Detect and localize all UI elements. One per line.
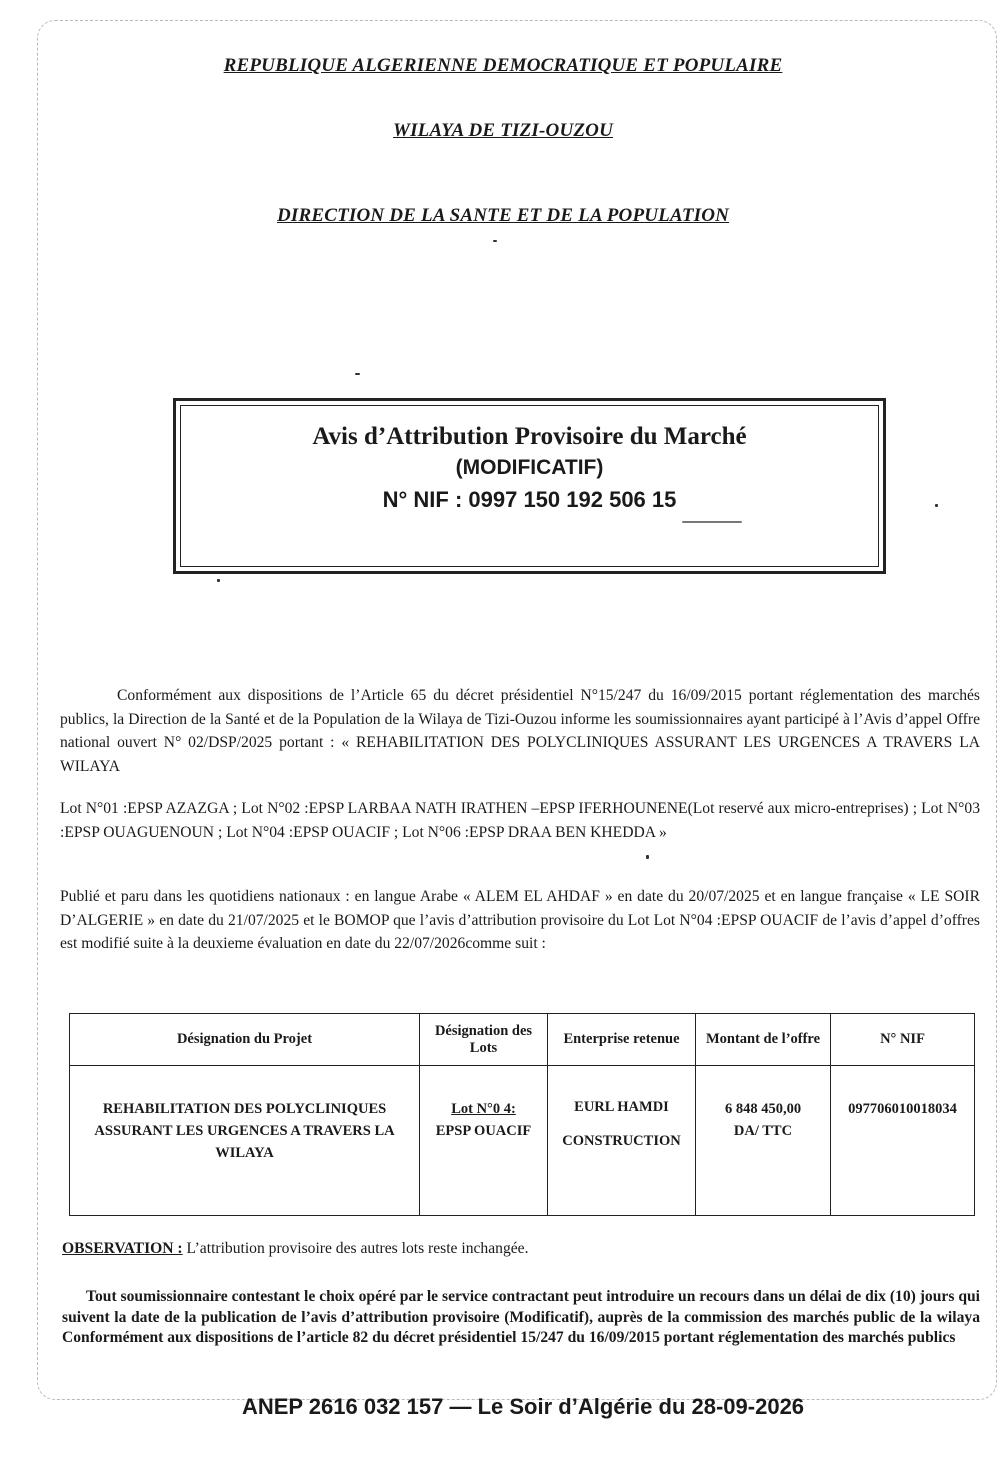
scan-speck bbox=[493, 240, 497, 242]
notice-nif: N° NIF : 0997 150 192 506 15 bbox=[382, 487, 677, 512]
notice-title-box bbox=[173, 398, 886, 574]
paragraph-publication: Publié et paru dans les quotidiens nationaux : en langue Arabe « ALEM EL AHDAF » en date du 20/07/2025 et en langue française « LE SOIR D’ALGERIE » en date du 21/07/2025 et le BOMOP que l’avis d’attribution provisoire du Lot Lot N°04 :EPSP OUACIF de l’avis d’appel d’offres est modifié suite à la deuxieme évaluation en date du 22/07/2026comme suit : bbox=[60, 888, 980, 952]
cell-lot-name: EPSP OUACIF bbox=[435, 1123, 532, 1139]
cell-lot bbox=[420, 1066, 548, 1216]
observation bbox=[62, 1240, 528, 1258]
scan-speck bbox=[217, 579, 220, 582]
header-nif: N° NIF bbox=[831, 1014, 975, 1066]
cell-enterprise-line2: CONSTRUCTION bbox=[562, 1133, 681, 1149]
scan-speck bbox=[682, 521, 742, 523]
observation-text: L’attribution provisoire des autres lots reste inchangée. bbox=[182, 1240, 529, 1257]
paragraph-lots: Lot N°01 :EPSP AZAZGA ; Lot N°02 :EPSP LARBAA NATH IRATHEN –EPSP IFERHOUNENE(Lot reservé aux micro-entreprises) ; Lot N°03 :EPSP OUAGUENOUN ; Lot N°04 :EPSP OUACIF ; Lot N°06 :EPSP DRAA BEN KHEDDA » bbox=[60, 800, 980, 841]
notice-subtitle: (MODIFICATIF) bbox=[455, 456, 604, 479]
cell-enterprise-line1: EURL HAMDI bbox=[574, 1099, 669, 1115]
scan-speck bbox=[355, 373, 360, 375]
header-enterprise: Enterprise retenue bbox=[548, 1014, 696, 1066]
cell-nif: 097706010018034 bbox=[831, 1066, 975, 1216]
observation-label: OBSERVATION : bbox=[62, 1240, 183, 1257]
paragraph-appeal: Tout soumissionnaire contestant le choix opéré par le service contractant peut introduire un recours dans un délai de dix (10) jours qui suivent la date de la publication de l’avis d’attribution provisoire (Modificatif), auprès de la commission des marchés public de la wilaya Conformément aux dispositions de l’article 82 du décret présidentiel 15/247 du 16/09/2015 portant réglementation des marchés publics bbox=[62, 1288, 980, 1346]
attribution-table bbox=[69, 1013, 975, 1216]
footer-publication: ANEP 2616 032 157 — Le Soir d’Algérie du 28-09-2026 bbox=[241, 1394, 805, 1419]
cell-enterprise bbox=[548, 1066, 696, 1216]
header-wilaya: WILAYA DE TIZI-OUZOU bbox=[392, 120, 614, 141]
paragraph-decree: Conformément aux dispositions de l’Article 65 du décret présidentiel N°15/247 du 16/09/2015 portant réglementation des marchés publics, la Direction de la Santé et de la Population de la Wilaya de Tizi-Ouzou informe les soumissionnaires ayant participé à l’Avis d’appel Offre national ouvert N° 02/DSP/2025 portant : « REHABILITATION DES POLYCLINIQUES ASSURANT LES URGENCES A TRAVERS LA WILAYA bbox=[60, 687, 980, 775]
header-amount: Montant de l’offre bbox=[696, 1014, 831, 1066]
scan-speck bbox=[935, 504, 938, 507]
header-direction: DIRECTION DE LA SANTE ET DE LA POPULATION bbox=[276, 205, 730, 226]
header-lots: Désignation des Lots bbox=[420, 1014, 548, 1066]
cell-project: REHABILITATION DES POLYCLINIQUES ASSURANT LES URGENCES A TRAVERS LA WILAYA bbox=[70, 1066, 420, 1216]
cell-amount bbox=[696, 1066, 831, 1216]
notice-title: Avis d’Attribution Provisoire du Marché bbox=[312, 423, 747, 450]
table-row bbox=[70, 1066, 975, 1216]
table-header-row bbox=[70, 1014, 975, 1066]
scan-speck bbox=[646, 855, 649, 859]
header-republic: REPUBLIQUE ALGERIENNE DEMOCRATIQUE ET POPULAIRE bbox=[223, 55, 783, 76]
cell-amount-value: 6 848 450,00 bbox=[724, 1101, 802, 1117]
header-project: Désignation du Projet bbox=[70, 1014, 420, 1066]
cell-amount-currency: DA/ TTC bbox=[733, 1123, 793, 1139]
cell-lot-label: Lot N°0 4: bbox=[451, 1101, 516, 1117]
